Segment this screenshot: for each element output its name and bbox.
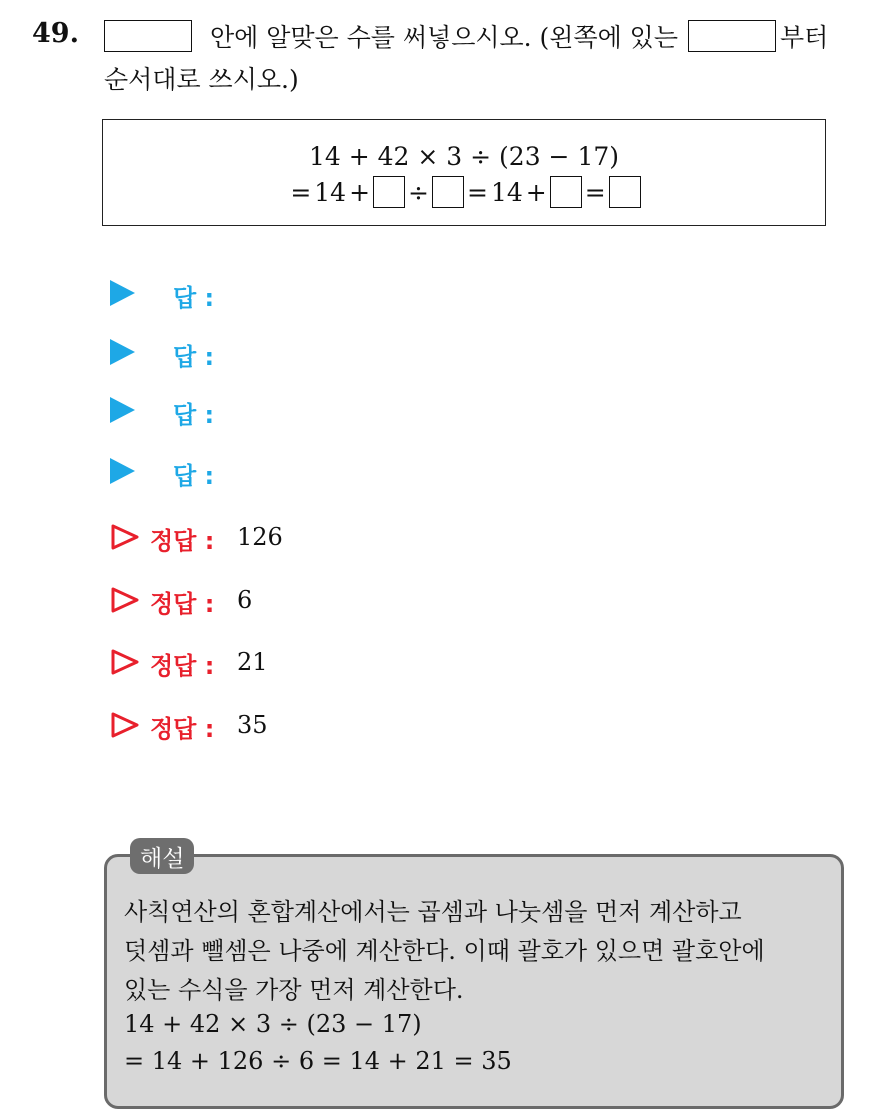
outline-triangle-icon — [110, 523, 140, 551]
explanation-line: 있는 수식을 가장 먼저 계산한다. — [124, 976, 464, 1004]
correct-label: 정답 : — [150, 590, 215, 618]
answer-label: 답 : — [173, 284, 215, 312]
answer-row — [110, 458, 135, 484]
question-text: 안에 알맞은 수를 써넣으시오. (왼쪽에 있는 — [210, 23, 678, 52]
equals-sign: = — [584, 177, 606, 207]
answer-label: 답 : — [173, 343, 215, 371]
correct-value: 6 — [237, 586, 253, 614]
correct-value: 21 — [237, 648, 268, 676]
answer-label: 답 : — [173, 401, 215, 429]
correct-label: 정답 : — [150, 527, 215, 555]
explanation-line: 사칙연산의 혼합계산에서는 곱셈과 나눗셈을 먼저 계산하고 — [124, 898, 742, 926]
equation-line1: 14 + 42 × 3 ÷ (23 − 17) — [308, 142, 620, 171]
equation-line2 — [103, 176, 825, 208]
equals-sign: = — [290, 177, 312, 207]
question-text-line2: 순서대로 쓰시오.) — [104, 65, 299, 94]
question-blank-box-inline — [688, 20, 776, 52]
correct-label: 정답 : — [150, 715, 215, 743]
equation-box — [102, 119, 826, 226]
answer-blank-1[interactable] — [373, 176, 405, 208]
correct-value: 126 — [237, 523, 283, 551]
answer-row — [110, 397, 135, 423]
outline-triangle-icon — [110, 586, 140, 614]
play-triangle-icon — [110, 397, 135, 423]
play-triangle-icon — [110, 458, 135, 484]
answer-label: 답 : — [173, 462, 215, 490]
number-14: 14 — [490, 177, 523, 207]
number-14: 14 — [314, 177, 347, 207]
play-triangle-icon — [110, 339, 135, 365]
question-number: 49. — [32, 18, 79, 49]
explanation-line: = 14 + 126 ÷ 6 = 14 + 21 = 35 — [124, 1047, 512, 1075]
plus-sign: + — [525, 177, 547, 207]
question-text-end: 부터 — [780, 23, 829, 52]
divide-sign: ÷ — [408, 177, 429, 207]
outline-triangle-icon — [110, 648, 140, 676]
correct-value: 35 — [237, 711, 268, 739]
explanation-line: 14 + 42 × 3 ÷ (23 − 17) — [124, 1010, 422, 1038]
explanation-tag: 해설 — [130, 838, 194, 874]
correct-label: 정답 : — [150, 652, 215, 680]
question-text-line1 — [104, 18, 828, 54]
answer-blank-4[interactable] — [609, 176, 641, 208]
question-blank-box — [104, 20, 192, 52]
answer-blank-2[interactable] — [432, 176, 464, 208]
answer-row — [110, 280, 135, 306]
answer-blank-3[interactable] — [550, 176, 582, 208]
explanation-line: 덧셈과 뺄셈은 나중에 계산한다. 이때 괄호가 있으면 괄호안에 — [124, 937, 765, 965]
plus-sign: + — [349, 177, 371, 207]
answer-row — [110, 339, 135, 365]
outline-triangle-icon — [110, 711, 140, 739]
equals-sign: = — [467, 177, 488, 207]
play-triangle-icon — [110, 280, 135, 306]
